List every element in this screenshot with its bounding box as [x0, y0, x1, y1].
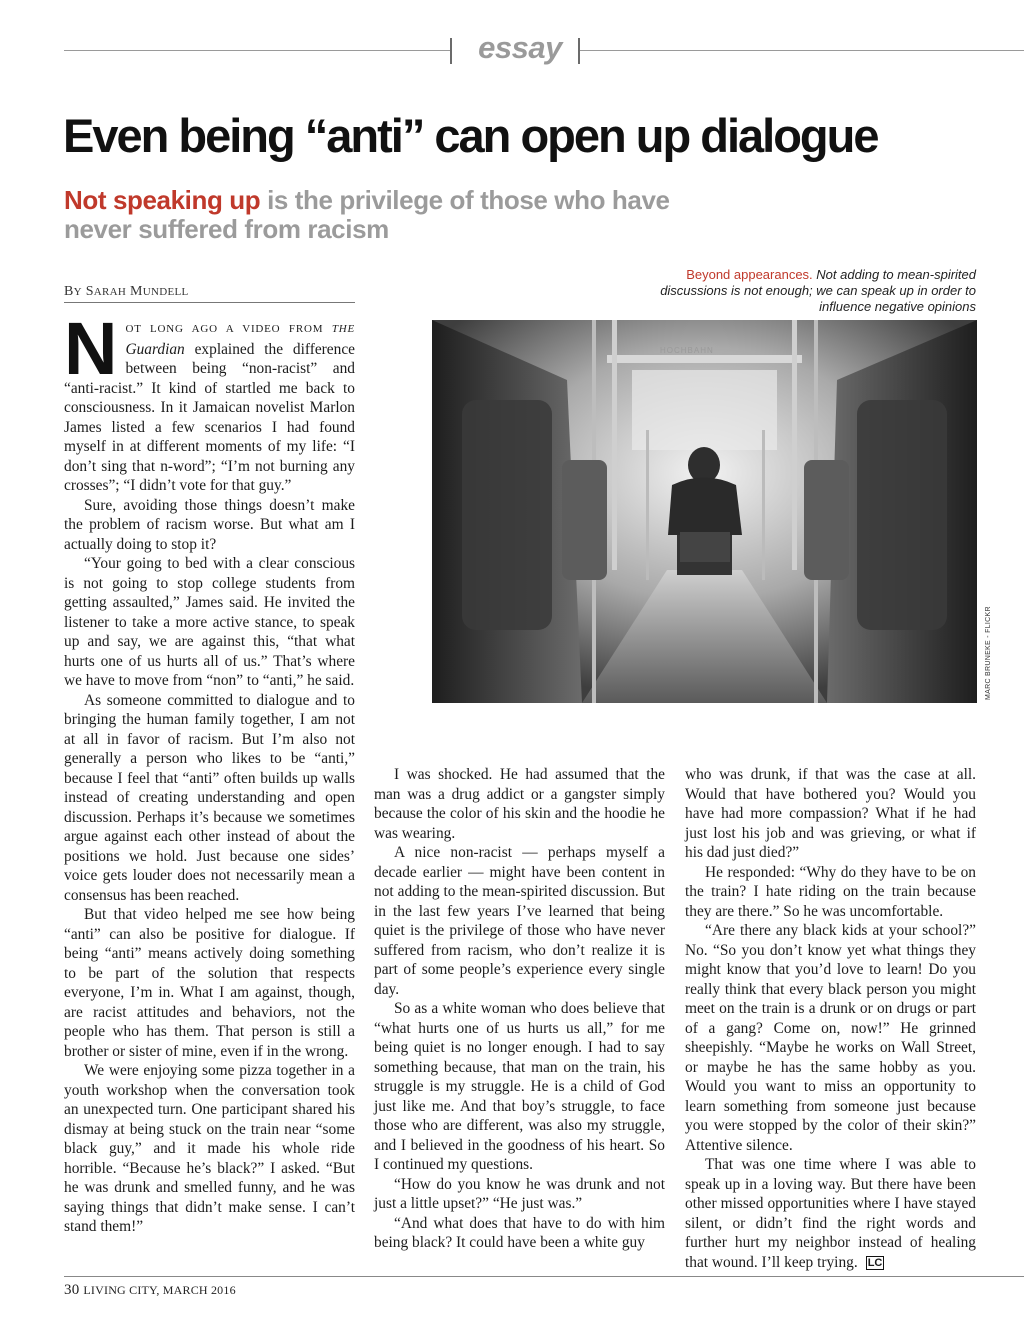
- drop-cap: N: [64, 307, 118, 390]
- paragraph: But that video helped me see how being “anti” can also be positive for dialogue. If being “anti” means actively doing something to be part of the solution that respects everyone, I’m in. What I am against, though, are racist attitudes and behaviors, not the people who has them. That person is still a brother or sister of mine, even if in the wrong.: [64, 906, 355, 1060]
- paragraph: I was shocked. He had assumed that the man was a drug addict or a gangster simply because the color of his skin and the hoodie he was wearing.: [374, 766, 665, 842]
- article-headline: Even being “anti” can open up dialogue: [63, 109, 878, 162]
- article-column-3: [685, 765, 976, 1272]
- section-label: essay: [478, 30, 562, 65]
- header-rule-left: [64, 50, 450, 51]
- paragraph: He responded: “Why do they have to be on the train? I hate riding on the train because they are there.” So he was uncomfortable.: [685, 863, 976, 920]
- paragraph: Sure, avoiding those things doesn’t make the problem of racism worse. But what am I actually doing to stop it?: [64, 496, 355, 553]
- byline: BY SARAH MUNDELL: [64, 284, 189, 299]
- footer-rule: [64, 1276, 1024, 1277]
- publication-line: LIVING CITY, MARCH 2016: [83, 1283, 236, 1297]
- paragraph: As someone committed to dialogue and to bringing the human family together, I am not at all in favor of racism. But I’m also not generally a person who likes to be “anti,” because I feel that “anti” often builds up walls instead of creating understanding and open discussion. Perhaps it’s because we sometimes argue against each other instead of about the positions we hold. Just because one sides’ voice gets louder does not necessarily mean a consensus has been reached.: [64, 691, 355, 904]
- paragraph: “Your going to bed with a clear conscious is not going to stop college students from getting assaulted,” James said. He invited the listener to take a more active stance, to speak up and say, we are against this, “that what hurts one of us hurts all of us.” That’s where we have to move from “non” to “anti,” he said.: [64, 555, 355, 689]
- paragraph: “And what does that have to do with him being black? It could have been a white guy: [374, 1214, 665, 1251]
- paragraph: “How do you know he was drunk and not just a little upset?” “He just was.”: [374, 1175, 665, 1212]
- paragraph: That was one time where I was able to speak up in a loving way. But there have been other missed opportunities where I have stayed silent, or didn’t find the right words and further hurt my neighbor instead of healing that wound. I’ll keep trying. LC: [685, 1156, 976, 1271]
- caption-text: Not adding to mean-spirited discussions is not enough; we can speak up in order to influence negative opinions: [660, 267, 976, 314]
- paragraph: NOT LONG AGO A VIDEO FROM THE Guardian explained the difference between being “non-racist” and “anti-racist.” It kind of startled me back to consciousness. In it Jamaican novelist Marlon James listed a few scenarios I had found myself in at different moments of my life: “I don’t sing that n-word”; “I’m not burning any crosses”; “I didn’t vote for that guy.”: [64, 307, 355, 494]
- end-mark-icon: LC: [867, 1256, 883, 1269]
- byline-rule: [64, 302, 355, 303]
- page-number: 30: [64, 1282, 80, 1298]
- paragraph: A nice non-racist — perhaps myself a decade earlier — might have been content in not adding to the mean-spirited discussion. But in the last few years I’ve learned that being quiet is the privilege of those who have never suffered from racism, who don’t realize it is part of some people’s experience every single day.: [374, 844, 665, 998]
- article-column-2: [374, 765, 665, 1253]
- paragraph: “Are there any black kids at your school?” No. “So you don’t know yet what things they might know that you’d love to learn! Do you really think that every black person you might meet on the train is a drunk or on drugs or part of a gang? Come on, now!” He grinned sheepishly. “Maybe he works on Wall Street, or maybe he has the same hobby as you. Would you want to miss an opportunity to learn something from someone just because you were stopped by the color of their skin?” Attentive silence.: [685, 922, 976, 1154]
- paragraph: who was drunk, if that was the case at all. Would that have bothered you? Would you have had more compassion? What if he had just lost his job and was grieving, or what if his dad just died?”: [685, 766, 976, 861]
- photo-credit: MARC BRUNEKE - FLICKR: [985, 606, 992, 700]
- train-interior-photo: [432, 320, 977, 703]
- caption-title: Beyond appearances.: [686, 267, 813, 282]
- article-column-1: [64, 307, 355, 1237]
- header-rule-tick-left: [450, 38, 452, 64]
- train-sign-text: HOCHBAHN: [660, 346, 714, 355]
- page-footer: [64, 1282, 236, 1299]
- header-rule-right: [580, 50, 1024, 51]
- deck-highlight: Not speaking up: [64, 185, 261, 215]
- paragraph: So as a white woman who does believe that “what hurts one of us hurts us all,” for me being quiet is no longer enough. I had to say something because, that man on the train, his struggle is my struggle. He is a child of God just like me. And that boy’s struggle, to face those who are different, was also my struggle, and I believed in the goodness of his heart. So I continued my questions.: [374, 1000, 665, 1173]
- header-rule-tick-right: [578, 38, 580, 64]
- article-deck: [64, 186, 704, 244]
- photo-caption: [640, 267, 976, 315]
- deck-text: is the privilege of those who have never suffered from racism: [64, 185, 670, 244]
- photo-illustration: [432, 320, 977, 703]
- paragraph: We were enjoying some pizza together in a youth workshop when the conversation took an unexpected turn. One participant shared his dismay at being stuck on the train near “some black guy,” and it made his whole ride horrible. “Because he’s black?” I asked. “But he was drunk and smelled funny, and he was saying things that didn’t make sense. I can’t stand them!”: [64, 1062, 355, 1235]
